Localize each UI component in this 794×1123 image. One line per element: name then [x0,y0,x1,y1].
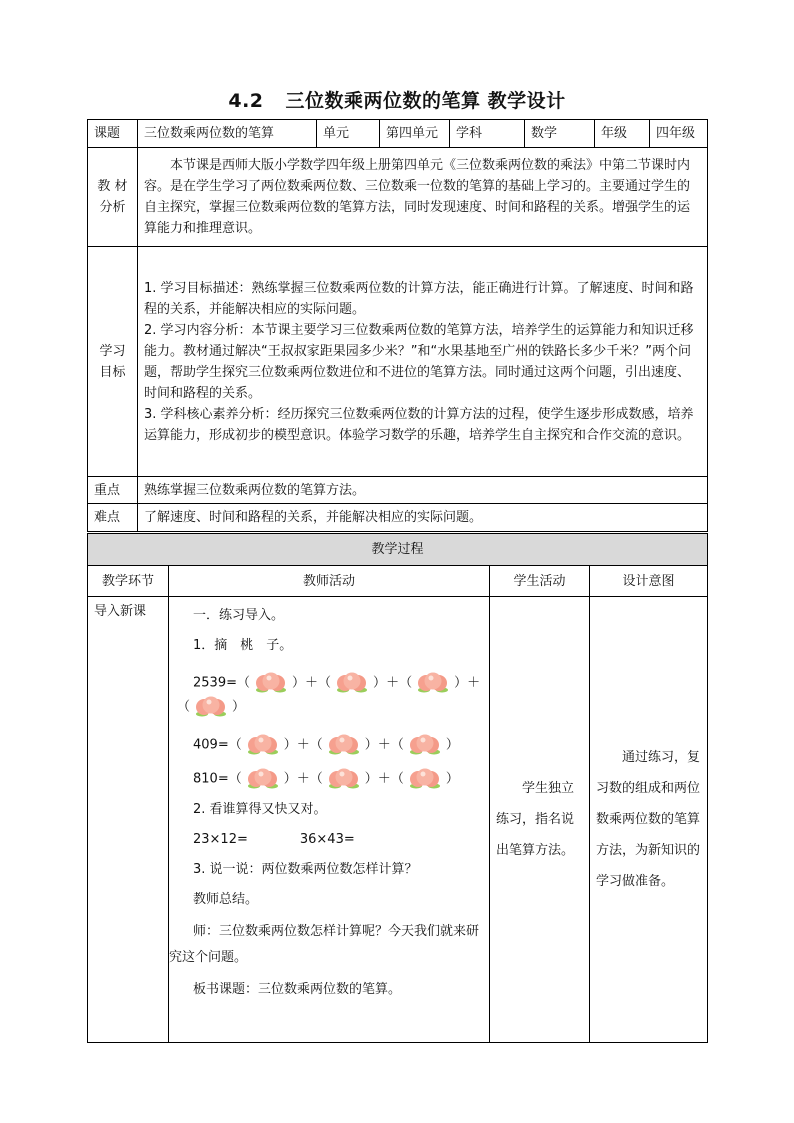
label-subject: 学科 [450,120,525,148]
process-header: 教学过程 [88,534,708,566]
value-grade: 四年级 [650,120,708,148]
label-key-point: 重点 [88,477,138,504]
difficulty-text: 了解速度、时间和路程的关系，并能解决相应的实际问题。 [138,504,708,532]
objective-3: 3. 学科核心素养分析：经历探究三位数乘两位数的计算方法的过程，使学生逐步形成数感，培养运算能力，形成初步的模型意识。体验学习数学的乐趣，培养学生自主探究和合作交流的意识。 [144,406,694,443]
peach-icon [190,695,232,719]
objective-2: 2. 学习内容分析：本节课主要学习三位数乘两位数的笔算方法，培养学生的运算能力和知识迁移能力。教材通过解决“王叔叔家距果园多少米？”和“水果基地至广州的铁路长多少千米？”两个问题，帮助学生探究三位数乘两位数进位和不进位的笔算方法。同时通过这两个问题，引出速度、时间和路程的关系。 [144,322,694,401]
peach-icon [242,733,284,757]
step-board-title: 板书课题：三位数乘两位数的笔算。 [193,982,402,997]
peach-icon [404,733,446,757]
step-teacher-question: 师：三位数乘两位数怎样计算呢？今天我们就来研究这个问题。 [169,924,480,965]
value-unit: 第四单元 [380,120,450,148]
value-subject: 数学 [525,120,595,148]
peach-icon [331,671,373,695]
objective-1: 1. 学习目标描述：熟练掌握三位数乘两位数的计算方法，能正确进行计算。了解速度、时间和路程的关系，并能解决相应的实际问题。 [144,280,694,317]
student-activity: 学生独立练习，指名说出笔算方法。 [490,597,590,1043]
col-stage: 教学环节 [88,566,169,597]
title-number: 4.2 [228,90,264,112]
teaching-process-table [87,533,708,1043]
label-analysis: 教 材 分析 [88,148,138,247]
calc-2: 36×43= [299,832,355,847]
col-student-activity: 学生活动 [490,566,590,597]
step-quick-calc: 2. 看谁算得又快又对。 [193,802,327,817]
label-objectives: 学习 目标 [88,247,138,477]
peach-icon [250,671,292,695]
label-unit: 单元 [317,120,380,148]
key-point-text: 熟练掌握三位数乘两位数的笔算方法。 [138,477,708,504]
label-grade: 年级 [595,120,650,148]
teacher-activity [169,597,490,1043]
design-intent: 通过练习，复习数的组成和两位数乘两位数的笔算方法，为新知识的学习做准备。 [590,597,708,1043]
peach-icon [412,671,454,695]
step-discuss: 3. 说一说：两位数乘两位数怎样计算？ [193,862,418,877]
step-pick-peaches: 1．摘 桃 子。 [193,638,293,653]
document-title [0,86,794,113]
title-text: 三位数乘两位数的笔算 教学设计 [285,90,566,112]
label-difficulty: 难点 [88,504,138,532]
peach-equation-2: 409=（ ）＋（ ）＋（ ） [193,733,481,757]
peach-icon [323,733,365,757]
value-topic: 三位数乘两位数的笔算 [138,120,317,148]
label-topic: 课题 [88,120,138,148]
calc-1: 23×12= [193,832,248,847]
peach-icon [323,767,365,791]
peach-equation-1-cont: （ ） [177,695,481,719]
stage-intro: 导入新课 [88,597,169,1043]
calc-exercises [193,829,481,851]
peach-equation-1: 2539=（ ）＋（ ）＋（ ）＋ [193,671,481,695]
step-practice-intro: 一．练习导入。 [193,608,285,623]
plan-info-table [87,119,708,532]
col-design-intent: 设计意图 [590,566,708,597]
analysis-text: 本节课是西师大版小学数学四年级上册第四单元《三位数乘两位数的乘法》中第二节课时内容。是在学生学习了两位数乘两位数、三位数乘一位数的笔算的基础上学习的。主要通过学生的自主探究，掌握三位数乘两位数的笔算方法，同时发现速度、时间和路程的关系。增强学生的运算能力和推理意识。 [138,148,708,247]
col-teacher-activity: 教师活动 [169,566,490,597]
step-teacher-summary: 教师总结。 [193,892,259,907]
peach-icon [404,767,446,791]
objectives-text [138,247,708,477]
peach-equation-3: 810=（ ）＋（ ）＋（ ） [193,767,481,791]
peach-icon [242,767,284,791]
